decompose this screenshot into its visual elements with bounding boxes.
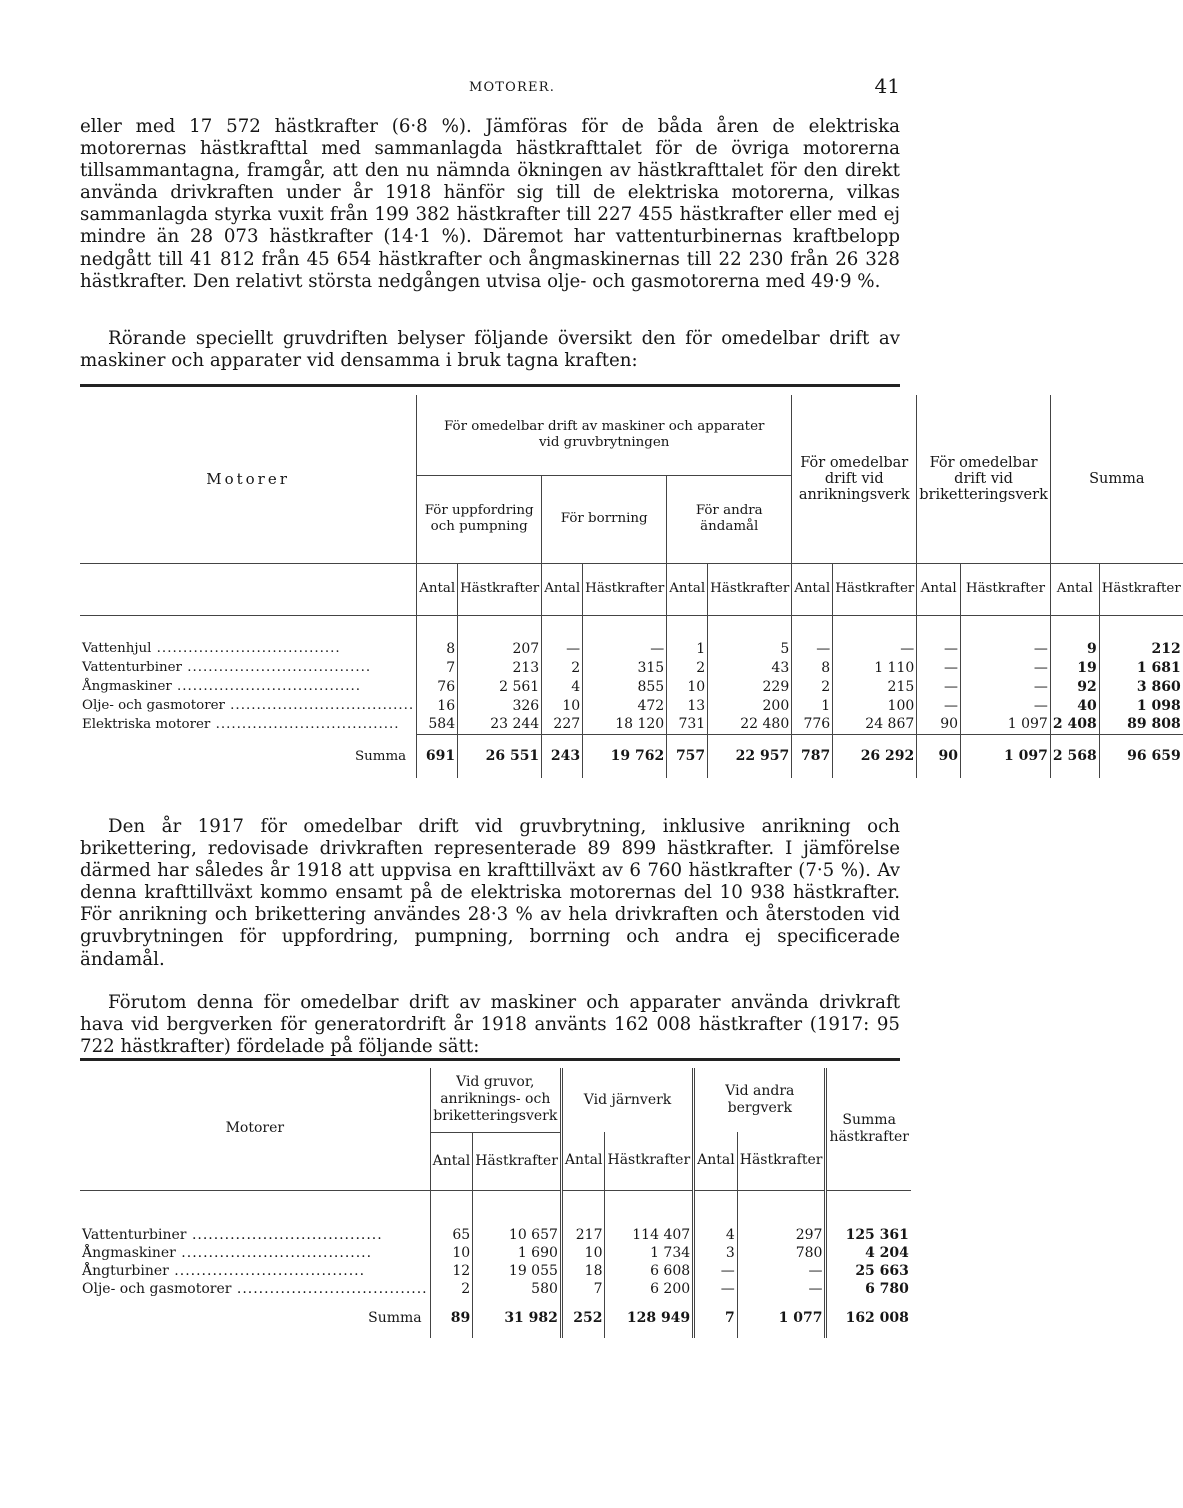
t1-data-cell: 4	[542, 677, 583, 696]
t1-data-cell: 1 110	[833, 658, 917, 677]
t2-row-label-text: Olje- och gasmotorer .....	[82, 1281, 428, 1297]
t1-data-cell: 584	[417, 715, 458, 734]
t2-row-label-text: Ångmaskiner .....	[82, 1245, 428, 1261]
t1-hk-4: Hästkrafter	[833, 563, 917, 615]
t1-data-cell: 731	[667, 715, 708, 734]
t1-data-cell: —	[961, 658, 1051, 677]
t1-data-cell: 2	[542, 658, 583, 677]
t2-antal-1: Antal	[430, 1132, 473, 1190]
t1-row-label	[80, 696, 417, 715]
t1-summa-cell: 787	[792, 734, 833, 778]
t2-summa-cell: 128 949	[605, 1298, 694, 1338]
t1-data-cell: 315	[583, 658, 667, 677]
t1-data-cell: —	[917, 639, 961, 658]
t1-data-cell: 24 867	[833, 715, 917, 734]
t2-summa-cell: 89	[430, 1298, 473, 1338]
table-drivkraft-gruvdrift	[80, 395, 1183, 778]
t1-data-cell: 8	[417, 639, 458, 658]
t1-data-cell: 2	[667, 658, 708, 677]
t2-data-cell: 6 200	[605, 1280, 694, 1298]
t1-hk-3: Hästkrafter	[708, 563, 792, 615]
t1-motorer-header: Motorer	[80, 395, 417, 563]
t2-data-cell: 1 734	[605, 1244, 694, 1262]
t2-row-label	[80, 1244, 430, 1262]
t1-data-cell: 1	[792, 696, 833, 715]
t1-data-cell: 213	[458, 658, 542, 677]
t2-data-cell: 125 361	[845, 1227, 909, 1243]
paragraph-3: Den år 1917 för omedelbar drift vid gruvbrytning, inklusive anrikning och brikettering, redovisade drivkraften representerade 89 899 hästkrafter. I jämförelse därmed har således år 1918 att uppvisa en krafttillväxt av 6 760 hästkrafter (7·5 %). Av denna krafttillväxt kommo ensamt på de elektriska motorernas del 10 938 hästkrafter. För anrikning och brikettering användes 28·3 % av hela drivkraften och återstoden vid gruvbrytningen för uppfordring, pumpning, borrning och andra ej specificerade ändamål.	[80, 816, 900, 970]
t2-motorer-header: Motorer	[80, 1068, 430, 1190]
t2-data-cell: 1 690	[473, 1244, 562, 1262]
t2-data-cell: 297	[737, 1226, 826, 1244]
t1-data-cell: 16	[417, 696, 458, 715]
t1-data-cell: 472	[583, 696, 667, 715]
t1-hk-6: Hästkrafter	[1101, 581, 1181, 596]
t1-data-cell: 89 808	[1127, 716, 1181, 733]
t1-summa-cell: 26 292	[833, 734, 917, 778]
t2-data-cell: 10 657	[473, 1226, 562, 1244]
t1-antal-4: Antal	[792, 563, 833, 615]
t1-hk-2: Hästkrafter	[583, 563, 667, 615]
t1-andra-header: För andra ändamål	[667, 475, 792, 563]
t1-data-cell: —	[792, 639, 833, 658]
t2-data-cell: 580	[473, 1280, 562, 1298]
t1-row-label-text: Vattenturbiner .....	[82, 660, 414, 675]
page-number: 41	[874, 74, 900, 98]
t2-data-cell: 12	[430, 1262, 473, 1280]
t2-data-cell: —	[694, 1280, 738, 1298]
t1-data-cell: 18 120	[583, 715, 667, 734]
t2-summa-cell: 1 077	[737, 1298, 826, 1338]
t1-data-cell: 215	[833, 677, 917, 696]
t1-data-cell: 7	[417, 658, 458, 677]
t1-data-cell: 23 244	[458, 715, 542, 734]
t2-data-cell: 19 055	[473, 1262, 562, 1280]
t2-row-label	[80, 1262, 430, 1280]
t1-gruv-group-header: För omedelbar drift av maskiner och apparater vid gruvbrytningen	[417, 395, 792, 475]
t2-data-cell: 114 407	[605, 1226, 694, 1244]
t2-row-label	[80, 1280, 430, 1298]
t2-data-cell: 217	[561, 1226, 605, 1244]
t1-uppfordring-header: För uppfordring och pumpning	[417, 475, 542, 563]
t1-anrikning-header: För omedelbar drift vid anrikningsverk	[792, 395, 917, 563]
t2-summa-cell: 252	[561, 1298, 605, 1338]
t1-data-cell: 22 480	[708, 715, 792, 734]
t1-summa-cell: 19 762	[583, 734, 667, 778]
t1-data-row	[80, 677, 1183, 696]
t2-data-cell: —	[694, 1262, 738, 1280]
t2-data-row	[80, 1226, 911, 1244]
t1-row-label	[80, 715, 417, 734]
t1-data-cell: —	[917, 696, 961, 715]
paragraph-1: eller med 17 572 hästkrafter (6·8 %). Jämföras för de båda åren de elektriska motorernas hästkrafttal med sammanlagda hästkrafttalet för de övriga motorerna tillsammantagna, framgår, att den nu nämnda ökningen av hästkrafttalet för den direkt använda drivkraften under år 1918 hänför sig till de elektriska motorerna, vilkas sammanlagda styrka vuxit från 199 382 hästkrafter till 227 455 hästkrafter eller med ej mindre än 28 073 hästkrafter (14·1 %). Däremot har vattenturbinernas kraftbelopp nedgått till 41 812 från 45 654 hästkrafter och ångmaskinernas till 22 230 från 26 328 hästkrafter. Den relativt största nedgången utvisa olje- och gasmotorerna med 49·9 %.	[80, 116, 900, 292]
t1-data-cell: 19	[1050, 658, 1099, 677]
t1-data-cell: 2 408	[1050, 715, 1099, 734]
t2-data-cell: 3	[694, 1244, 738, 1262]
running-title: MOTORER.	[468, 80, 556, 95]
t1-summa-cell: 757	[667, 734, 708, 778]
t1-data-cell: 9	[1050, 639, 1099, 658]
t1-row-label	[80, 658, 417, 677]
t1-data-cell: 10	[667, 677, 708, 696]
page-header	[0, 74, 1024, 104]
t2-jarnverk-header: Vid järnverk	[561, 1068, 693, 1132]
t1-data-cell: 100	[833, 696, 917, 715]
t1-antal-6: Antal	[1050, 563, 1099, 615]
table1-top-rule	[80, 384, 900, 387]
t1-summa-cell: 22 957	[708, 734, 792, 778]
table2-top-rule	[80, 1058, 900, 1061]
t2-row-label-text: Ångturbiner .....	[82, 1263, 428, 1279]
t2-summa-row	[80, 1298, 911, 1338]
t2-data-cell: 7	[561, 1280, 605, 1298]
t1-summa-cell: 90	[917, 734, 961, 778]
t2-data-cell: —	[737, 1280, 826, 1298]
t1-summa-cell: 26 551	[458, 734, 542, 778]
t2-andra-header: Vid andra bergverk	[694, 1068, 826, 1132]
t1-hk-1: Hästkrafter	[458, 563, 542, 615]
t1-data-cell: —	[961, 677, 1051, 696]
t1-data-cell: 229	[708, 677, 792, 696]
t2-data-cell: 6 780	[865, 1281, 909, 1297]
t1-data-cell: 1 097	[961, 715, 1051, 734]
t1-summa-cell: 691	[417, 734, 458, 778]
t1-summa-label: Summa	[80, 734, 417, 778]
t1-data-cell: 10	[542, 696, 583, 715]
t1-data-row	[80, 639, 1183, 658]
t2-data-row	[80, 1244, 911, 1262]
t1-data-cell: 3 860	[1136, 678, 1181, 695]
t1-hk-5: Hästkrafter	[961, 563, 1051, 615]
t2-data-row	[80, 1262, 911, 1280]
t1-data-cell: 200	[708, 696, 792, 715]
t2-summa-cell: 7	[694, 1298, 738, 1338]
t1-antal-2: Antal	[542, 563, 583, 615]
paragraph-4: Förutom denna för omedelbar drift av maskiner och apparater använda drivkraft hava vid bergverken för generatordrift år 1918 använts 162 008 hästkrafter (1917: 95 722 hästkrafter) fördelade på följande sätt:	[80, 992, 900, 1058]
t1-row-label	[80, 639, 417, 658]
t2-summa-header: Summa hästkrafter	[829, 1111, 909, 1145]
t2-hk-3: Hästkrafter	[737, 1132, 826, 1190]
t2-data-cell: 18	[561, 1262, 605, 1280]
t1-brikett-header: För omedelbar drift vid briketteringsverk	[917, 395, 1051, 563]
t1-row-label-text: Olje- och gasmotorer .....	[82, 698, 414, 713]
t2-data-cell: —	[737, 1262, 826, 1280]
t2-summa-cell: 31 982	[473, 1298, 562, 1338]
t1-summa-row	[80, 734, 1183, 778]
t1-data-cell: 76	[417, 677, 458, 696]
table-generatordrift	[80, 1068, 911, 1338]
t1-data-cell: 92	[1050, 677, 1099, 696]
t1-summa-cell: 2 568	[1050, 734, 1099, 778]
t1-summa-cell: 96 659	[1099, 734, 1183, 778]
t1-data-row	[80, 658, 1183, 677]
t1-data-cell: —	[961, 639, 1051, 658]
t1-data-cell: 207	[458, 639, 542, 658]
t1-data-cell: 8	[792, 658, 833, 677]
t2-gruvor-header: Vid gruvor, anriknings- och briketteringsverk	[430, 1068, 561, 1132]
t1-data-cell: 855	[583, 677, 667, 696]
t1-data-cell: 90	[917, 715, 961, 734]
t1-data-cell: 326	[458, 696, 542, 715]
t1-summa-cell: 243	[542, 734, 583, 778]
t1-unit-row	[80, 563, 1183, 615]
t2-hk-1: Hästkrafter	[473, 1132, 562, 1190]
t1-data-row	[80, 696, 1183, 715]
paragraph-2: Rörande speciellt gruvdriften belyser följande översikt den för omedelbar drift av maskiner och apparater vid densamma i bruk tagna kraften:	[80, 328, 900, 372]
t1-row-label-text: Elektriska motorer .....	[82, 717, 414, 732]
t2-data-cell: 780	[737, 1244, 826, 1262]
t1-data-cell: 43	[708, 658, 792, 677]
t1-data-cell: 5	[708, 639, 792, 658]
t1-row-label-text: Ångmaskiner .....	[82, 679, 414, 694]
t2-antal-3: Antal	[694, 1132, 738, 1190]
t1-data-cell: —	[917, 677, 961, 696]
t1-data-row	[80, 715, 1183, 734]
t1-antal-5: Antal	[917, 563, 961, 615]
t2-data-cell: 2	[430, 1280, 473, 1298]
t1-antal-1: Antal	[417, 563, 458, 615]
t1-data-cell: 212	[1151, 640, 1181, 657]
t2-data-cell: 4	[694, 1226, 738, 1244]
t2-data-cell: 10	[561, 1244, 605, 1262]
t1-data-cell: —	[583, 639, 667, 658]
t1-data-cell: 227	[542, 715, 583, 734]
t2-data-cell: 10	[430, 1244, 473, 1262]
t2-data-cell: 6 608	[605, 1262, 694, 1280]
t2-antal-2: Antal	[561, 1132, 605, 1190]
t2-summa-cell: 162 008	[845, 1310, 909, 1326]
t1-data-cell: 1	[667, 639, 708, 658]
t2-summa-label: Summa	[80, 1298, 430, 1338]
t1-borrning-header: För borrning	[542, 475, 667, 563]
t1-data-cell: 40	[1050, 696, 1099, 715]
t1-data-cell: 2 561	[458, 677, 542, 696]
t1-data-cell: —	[833, 639, 917, 658]
t1-data-cell: 1 098	[1136, 697, 1181, 714]
t2-data-cell: 65	[430, 1226, 473, 1244]
t2-hk-2: Hästkrafter	[605, 1132, 694, 1190]
t1-data-cell: —	[961, 696, 1051, 715]
t1-data-cell: 2	[792, 677, 833, 696]
t1-data-cell: 776	[792, 715, 833, 734]
t1-data-cell: 1 681	[1136, 659, 1181, 676]
t1-row-label	[80, 677, 417, 696]
t2-data-row	[80, 1280, 911, 1298]
t1-data-cell: —	[542, 639, 583, 658]
t2-data-cell: 4 204	[865, 1245, 909, 1261]
t1-row-label-text: Vattenhjul .....	[82, 641, 414, 656]
t1-data-cell: 13	[667, 696, 708, 715]
t2-row-label-text: Vattenturbiner .....	[82, 1227, 428, 1243]
t1-summa-header: Summa	[1089, 470, 1145, 487]
t1-antal-3: Antal	[667, 563, 708, 615]
t2-row-label	[80, 1226, 430, 1244]
t1-summa-cell: 1 097	[961, 734, 1051, 778]
t2-data-cell: 25 663	[855, 1263, 909, 1279]
t1-data-cell: —	[917, 658, 961, 677]
